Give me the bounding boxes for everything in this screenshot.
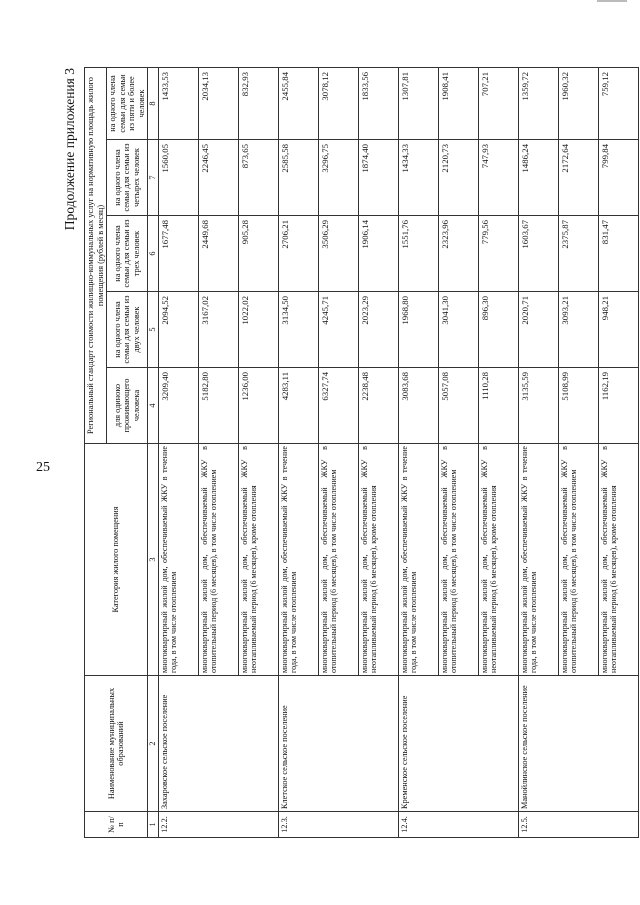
value-cell: 3167,02: [198, 292, 238, 368]
category-cell: многоквартирный жилой дом, обеспечиваемый ЖКУ в течение года, в том числе отоплением: [278, 444, 318, 676]
header-municipality: Наименование муниципальных образований: [85, 676, 148, 812]
value-cell: 3093,21: [558, 292, 598, 368]
value-cell: 3209,40: [158, 368, 198, 444]
value-cell: 1359,72: [518, 68, 558, 140]
value-cell: 1968,80: [398, 292, 438, 368]
value-cell: 1486,24: [518, 140, 558, 216]
value-cell: 2449,68: [198, 216, 238, 292]
table-body: [158, 68, 638, 838]
value-cell: 905,28: [238, 216, 278, 292]
value-cell: 5108,99: [558, 368, 598, 444]
standards-table: [84, 67, 639, 838]
category-cell: многоквартирный жилой дом, обеспечиваемый ЖКУ в неотапливаемый период (6 месяцев), кроме отопления: [358, 444, 398, 676]
table-row: [518, 68, 558, 838]
category-cell: многоквартирный жилой дом, обеспечиваемый ЖКУ в неотапливаемый период (6 месяцев), кроме отопления: [478, 444, 518, 676]
value-cell: 873,65: [238, 140, 278, 216]
municipality-name: Клетское сельское поселение: [278, 676, 398, 812]
value-cell: 1434,33: [398, 140, 438, 216]
row-number: 12.5.: [518, 812, 638, 838]
header-sub-4: на одного члена семьи для семьи из четырех человек: [107, 140, 148, 216]
table-row: [158, 68, 198, 838]
header-category: Категория жилого помещения: [85, 444, 148, 676]
column-index: 5: [148, 292, 159, 368]
value-cell: 896,30: [478, 292, 518, 368]
value-cell: 1906,14: [358, 216, 398, 292]
column-index: 7: [148, 140, 159, 216]
value-cell: 779,56: [478, 216, 518, 292]
value-cell: 2323,96: [438, 216, 478, 292]
column-index: 1: [148, 812, 159, 838]
header-standard: Региональный стандарт стоимости жилищно-коммунальных услуг на нормативную площадь жилого помещения (рублей в месяц): [85, 68, 107, 444]
category-cell: многоквартирный жилой дом, обеспечиваемый ЖКУ в течение года, в том числе отоплением: [158, 444, 198, 676]
header-num: № п/п: [85, 812, 148, 838]
value-cell: 799,84: [598, 140, 638, 216]
category-cell: многоквартирный жилой дом, обеспечиваемый ЖКУ в неотапливаемый период (6 месяцев), кроме отопления: [598, 444, 638, 676]
value-cell: 1833,56: [358, 68, 398, 140]
value-cell: 3296,75: [318, 140, 358, 216]
municipality-name: Захаровское сельское поселение: [158, 676, 278, 812]
column-index: 2: [148, 676, 159, 812]
value-cell: 1551,76: [398, 216, 438, 292]
value-cell: 1874,40: [358, 140, 398, 216]
header-sub-1: для одиноко проживающего человека: [107, 368, 148, 444]
value-cell: 832,93: [238, 68, 278, 140]
row-number: 12.3.: [278, 812, 398, 838]
value-cell: 2585,58: [278, 140, 318, 216]
value-cell: 1022,02: [238, 292, 278, 368]
rotated-page-content: [62, 68, 622, 838]
column-index: 6: [148, 216, 159, 292]
value-cell: 1110,28: [478, 368, 518, 444]
value-cell: 2020,71: [518, 292, 558, 368]
category-cell: многоквартирный жилой дом, обеспечиваемый ЖКУ в неотапливаемый период (6 месяцев), кроме отопления: [238, 444, 278, 676]
value-cell: 2375,87: [558, 216, 598, 292]
column-index: 3: [148, 444, 159, 676]
value-cell: 2172,64: [558, 140, 598, 216]
value-cell: 1560,05: [158, 140, 198, 216]
value-cell: 1433,53: [158, 68, 198, 140]
row-number: 12.4.: [398, 812, 518, 838]
value-cell: 1236,00: [238, 368, 278, 444]
category-cell: многоквартирный жилой дом, обеспечиваемый ЖКУ в течение года, в том числе отоплением: [518, 444, 558, 676]
table-row: [278, 68, 318, 838]
column-index-row: [148, 68, 159, 838]
category-cell: многоквартирный жилой дом, обеспечиваемый ЖКУ в отопительный период (6 месяцев), в том числе отоплением: [438, 444, 478, 676]
value-cell: 2023,29: [358, 292, 398, 368]
value-cell: 6327,74: [318, 368, 358, 444]
value-cell: 3083,68: [398, 368, 438, 444]
value-cell: 1677,48: [158, 216, 198, 292]
value-cell: 2094,52: [158, 292, 198, 368]
header-sub-2: на одного члена семьи для семьи из двух человек: [107, 292, 148, 368]
value-cell: 4245,71: [318, 292, 358, 368]
value-cell: 2238,48: [358, 368, 398, 444]
value-cell: 2706,21: [278, 216, 318, 292]
category-cell: многоквартирный жилой дом, обеспечиваемый ЖКУ в отопительный период (6 месяцев), в том числе отоплением: [318, 444, 358, 676]
category-cell: многоквартирный жилой дом, обеспечиваемый ЖКУ в течение года, в том числе отоплением: [398, 444, 438, 676]
value-cell: 759,12: [598, 68, 638, 140]
value-cell: 707,21: [478, 68, 518, 140]
row-number: 12.2.: [158, 812, 278, 838]
column-index: 8: [148, 68, 159, 140]
header-sub-5: на одного члена семьи для семьи из пяти и более человек: [107, 68, 148, 140]
category-cell: многоквартирный жилой дом, обеспечиваемый ЖКУ в отопительный период (6 месяцев), в том числе отоплением: [558, 444, 598, 676]
value-cell: 1960,32: [558, 68, 598, 140]
value-cell: 1603,67: [518, 216, 558, 292]
municipality-name: Манойлинское сельское поселение: [518, 676, 638, 812]
value-cell: 3041,30: [438, 292, 478, 368]
value-cell: 4283,11: [278, 368, 318, 444]
value-cell: 948,21: [598, 292, 638, 368]
value-cell: 3078,12: [318, 68, 358, 140]
value-cell: 5057,08: [438, 368, 478, 444]
value-cell: 2455,84: [278, 68, 318, 140]
page-number: 25: [36, 460, 50, 475]
value-cell: 831,47: [598, 216, 638, 292]
value-cell: 1162,19: [598, 368, 638, 444]
header-sub-3: на одного члена семьи для семьи из трех человек: [107, 216, 148, 292]
column-index: 4: [148, 368, 159, 444]
value-cell: 1908,41: [438, 68, 478, 140]
value-cell: 2034,13: [198, 68, 238, 140]
value-cell: 1307,81: [398, 68, 438, 140]
value-cell: 5182,80: [198, 368, 238, 444]
table-row: [398, 68, 438, 838]
value-cell: 3506,29: [318, 216, 358, 292]
value-cell: 2246,45: [198, 140, 238, 216]
value-cell: 3135,59: [518, 368, 558, 444]
category-cell: многоквартирный жилой дом, обеспечиваемый ЖКУ в отопительный период (6 месяцев), в том числе отоплением: [198, 444, 238, 676]
value-cell: 747,93: [478, 140, 518, 216]
value-cell: 2120,73: [438, 140, 478, 216]
municipality-name: Кременское сельское поселение: [398, 676, 518, 812]
continuation-title: Продолжение приложения 3: [62, 68, 77, 231]
scan-edge-mark: [597, 0, 627, 2]
value-cell: 3134,50: [278, 292, 318, 368]
